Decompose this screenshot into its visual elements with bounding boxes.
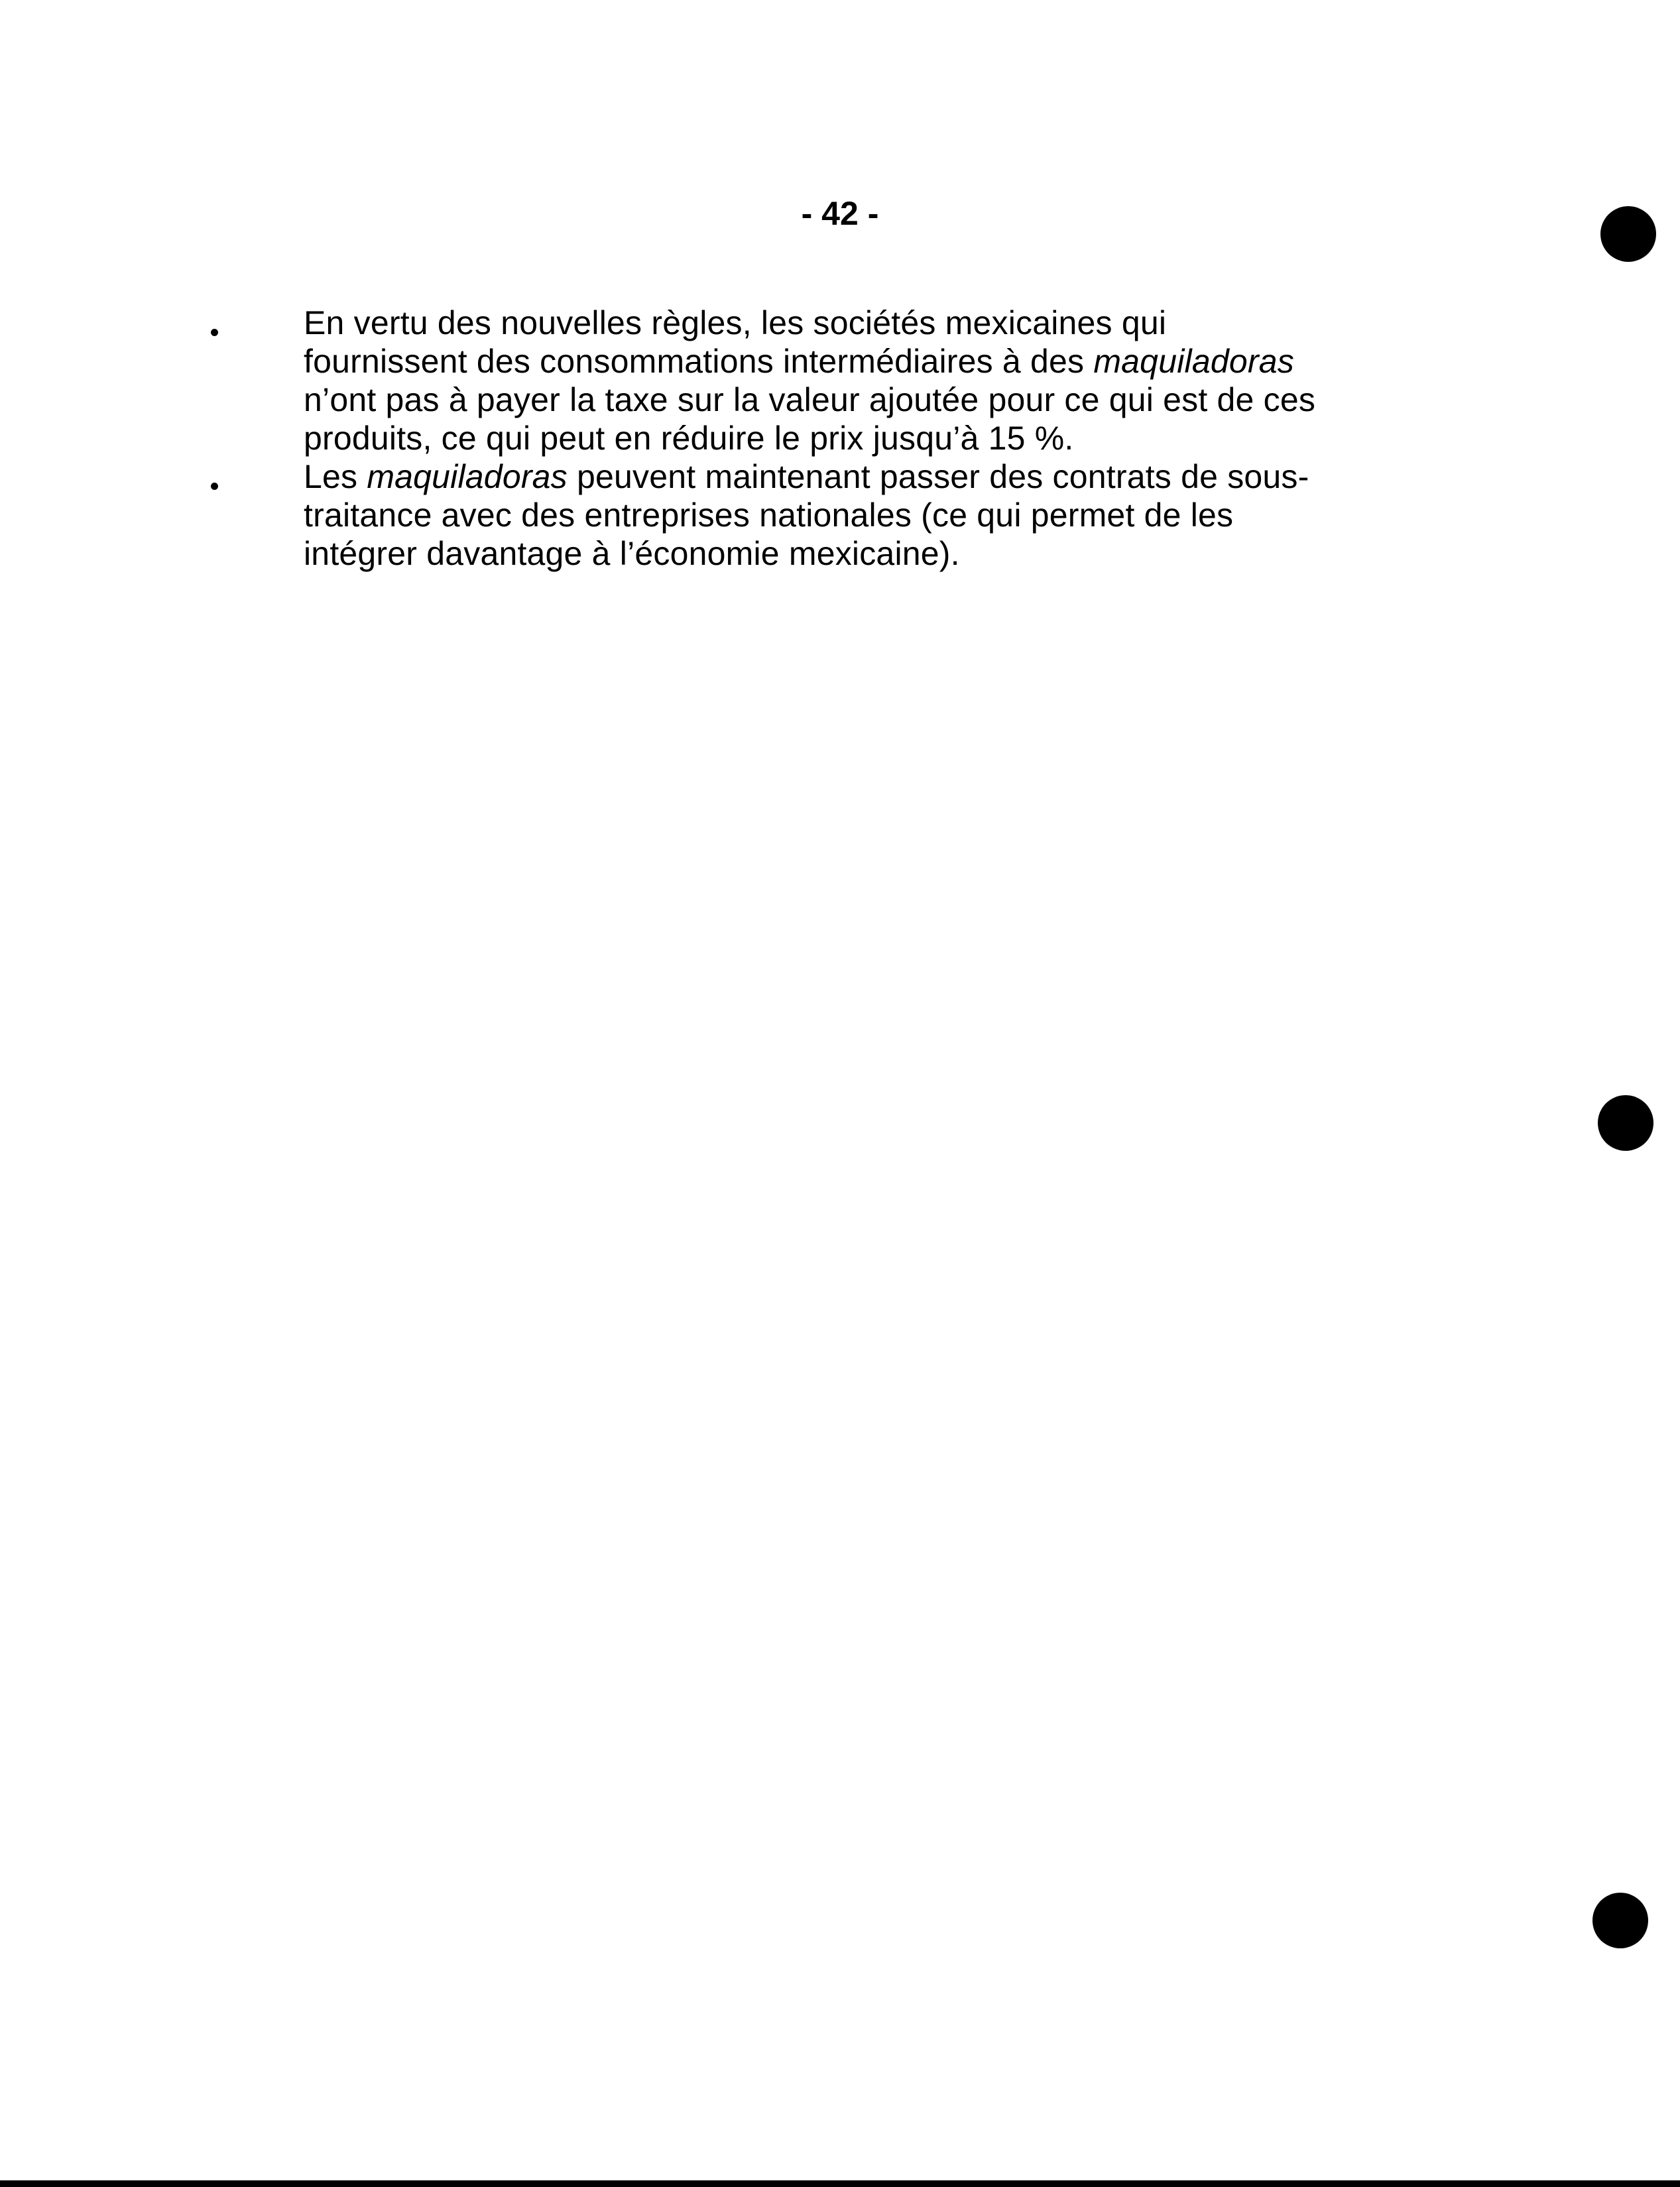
text-line bbox=[304, 457, 1490, 496]
text-run: fournissent des consommations intermédiaires à des bbox=[304, 343, 1094, 380]
bullet-list bbox=[0, 304, 1680, 573]
bullet-text bbox=[304, 457, 1490, 573]
bullet-item bbox=[0, 304, 1680, 457]
italic-term: maquiladoras bbox=[367, 458, 568, 495]
text-run: Les bbox=[304, 458, 367, 495]
text-run: intégrer davantage à l’économie mexicaine). bbox=[304, 535, 960, 572]
text-run: En vertu des nouvelles règles, les sociétés mexicaines qui bbox=[304, 304, 1167, 341]
punch-hole-icon bbox=[1598, 1095, 1653, 1151]
text-line bbox=[304, 304, 1490, 342]
page-number: - 42 - bbox=[801, 195, 879, 232]
bullet-dot-icon bbox=[211, 457, 220, 496]
text-run: n’ont pas à payer la taxe sur la valeur ajoutée pour ce qui est de ces bbox=[304, 381, 1316, 418]
punch-hole-icon bbox=[1592, 1893, 1648, 1948]
text-line bbox=[304, 534, 1490, 573]
text-line bbox=[304, 419, 1490, 457]
text-line bbox=[304, 496, 1490, 534]
text-run: peuvent maintenant passer des contrats de sous- bbox=[567, 458, 1309, 495]
bullet-dot-icon bbox=[211, 304, 220, 342]
bullet-item bbox=[0, 457, 1680, 573]
italic-term: maquiladoras bbox=[1093, 343, 1294, 380]
bullet-text bbox=[304, 304, 1490, 457]
text-line bbox=[304, 381, 1490, 419]
punch-hole-icon bbox=[1600, 206, 1656, 262]
text-run: traitance avec des entreprises nationales (ce qui permet de les bbox=[304, 497, 1234, 534]
bottom-border bbox=[0, 2180, 1680, 2187]
text-line bbox=[304, 342, 1490, 381]
text-run: produits, ce qui peut en réduire le prix jusqu’à 15 %. bbox=[304, 420, 1074, 457]
